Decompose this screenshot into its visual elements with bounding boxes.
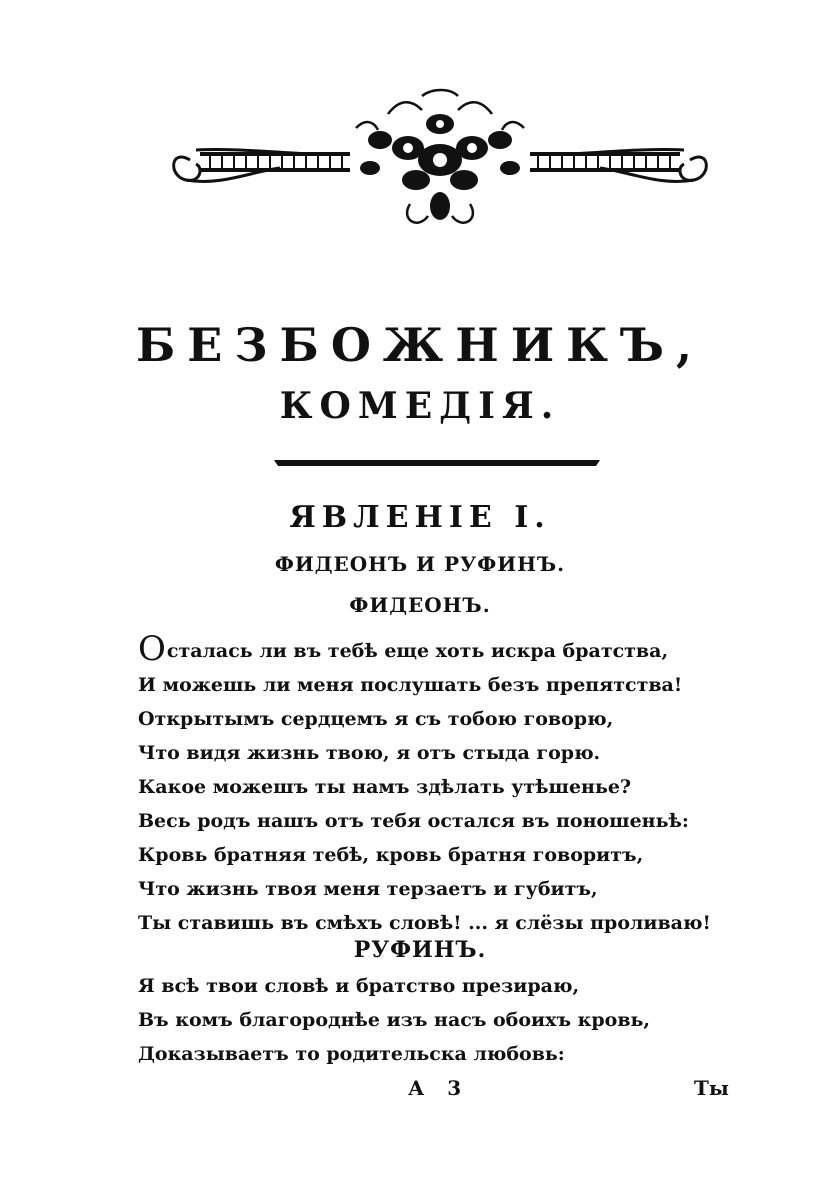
verse-line: Доказываетъ то родительска любовь: (138, 1043, 565, 1065)
speaker-name: РУФИНЪ. (353, 937, 487, 963)
scene-characters: ФИДЕОНЪ И РУФИНЪ. (274, 552, 566, 576)
play-title: БЕЗБОЖНИКЪ, (135, 318, 705, 372)
scene-heading: ЯВЛЕНІЕ I. (289, 500, 551, 535)
verse-line: Что жизнь твоя меня терзаетъ и губитъ, (138, 878, 598, 900)
drop-capital: О (138, 629, 166, 669)
verse-line: Открытымъ сердцемъ я съ тобою говорю, (138, 708, 614, 730)
speech-lines (138, 629, 738, 940)
speech-lines (138, 969, 738, 1071)
verse-line: Я всѣ твои словѣ и братство презираю, (138, 975, 580, 997)
verse-line: Кровь братняя тебѣ, кровь братня говоритъ, (138, 844, 644, 866)
verse-line: Ты ставишь въ смѣхъ словѣ! ... я слёзы проливаю! (138, 912, 711, 934)
catchword: Ты (694, 1076, 729, 1100)
verse-line: Въ комъ благороднѣе изъ насъ обоихъ кровь, (138, 1009, 651, 1031)
verse-line: И можешь ли меня послушать безъ препятства! (138, 674, 683, 696)
verse-line (138, 629, 738, 669)
title-divider-rule (274, 456, 600, 468)
play-subtitle: КОМЕДІЯ. (279, 385, 561, 427)
verse-line: Весь родъ нашъ отъ тебя остался въ поношеньѣ: (138, 810, 689, 832)
verse-line: Какое можешъ ты намъ здѣлать утѣшенье? (138, 776, 632, 798)
speaker-name: ФИДЕОНЪ. (349, 593, 491, 617)
verse-line: Что видя жизнь твою, я отъ стыда горю. (138, 742, 601, 764)
verse-text: сталась ли въ тебѣ еще хоть искра братства, (166, 640, 669, 662)
floral-headpiece-ornament (160, 88, 720, 238)
printer-signature-mark: А 3 (408, 1076, 470, 1100)
